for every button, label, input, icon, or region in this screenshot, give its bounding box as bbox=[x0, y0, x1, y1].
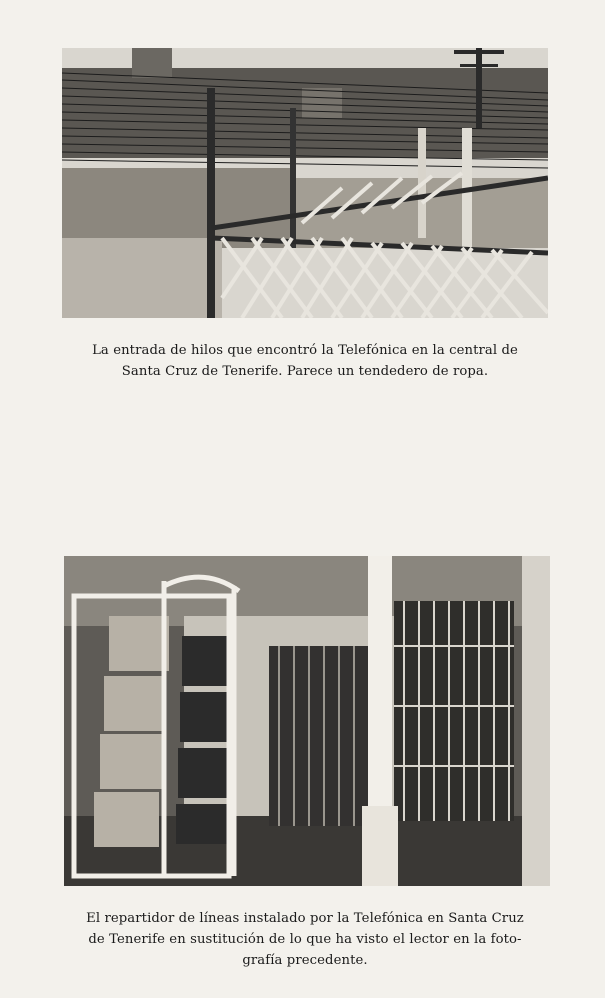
photo-distribution-frame-image bbox=[64, 556, 550, 886]
photo-2-caption bbox=[55, 908, 555, 971]
caption-line: El repartidor de líneas instalado por la Telefónica en Santa Cruz bbox=[86, 911, 524, 926]
caption-line: La entrada de hilos que encontró la Telefónica en la central de bbox=[92, 343, 518, 358]
photo-distribution-frame bbox=[64, 556, 550, 886]
photo-wire-entrance bbox=[62, 48, 548, 318]
photo-wire-entrance-image bbox=[62, 48, 548, 318]
caption-line: Santa Cruz de Tenerife. Parece un tendedero de ropa. bbox=[121, 364, 489, 379]
photo-1-caption bbox=[55, 340, 555, 382]
caption-line: grafía precedente. bbox=[242, 953, 368, 968]
caption-line: de Tenerife en sustitución de lo que ha visto el lector en la foto- bbox=[88, 932, 522, 947]
